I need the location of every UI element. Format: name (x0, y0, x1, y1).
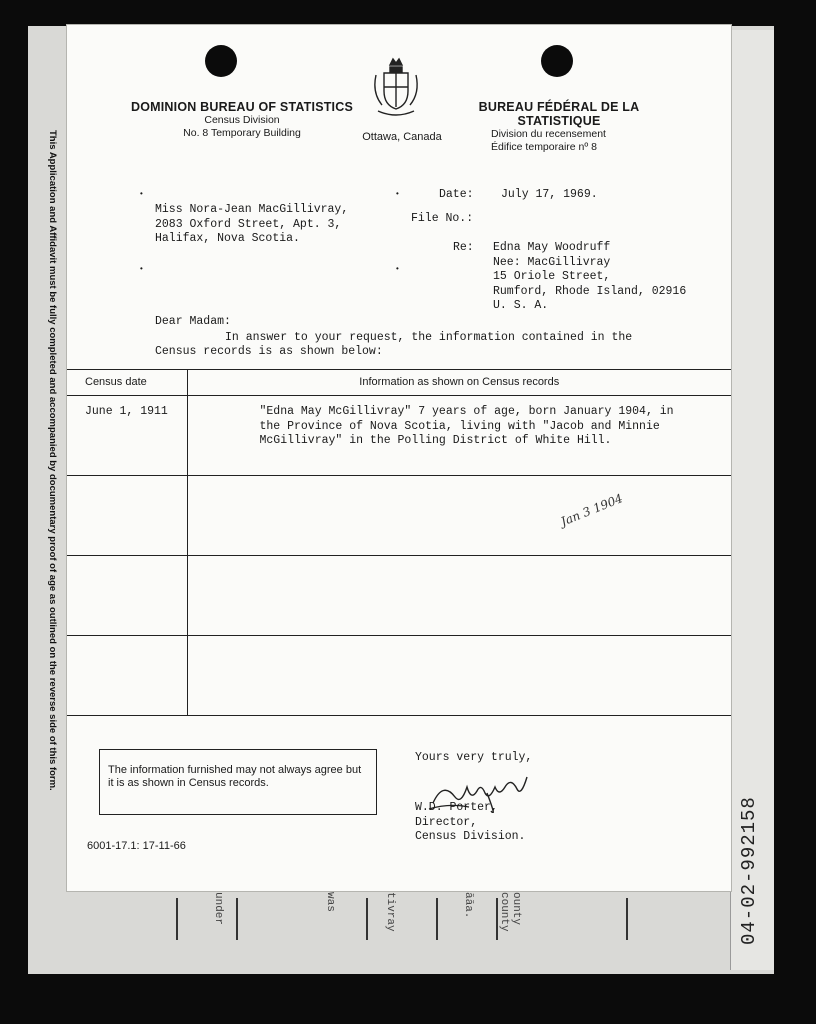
header-left-title: DOMINION BUREAU OF STATISTICS (131, 100, 353, 114)
census-letter (66, 24, 732, 892)
bullet-mark: • (139, 190, 144, 199)
table-bottom-rule (67, 716, 731, 718)
form-number: 6001-17.1: 17-11-66 (87, 840, 186, 852)
strip-word-3: tivray (384, 892, 396, 932)
bullet-mark: • (395, 190, 400, 199)
punch-hole-left (205, 45, 237, 77)
closing-block (415, 801, 525, 845)
recipient-address (155, 203, 348, 247)
signer-division: Census Division. (415, 830, 526, 843)
file-number-label: File No.: (411, 212, 474, 225)
header-right-title: BUREAU FÉDÉRAL DE LA STATISTIQUE (478, 100, 640, 128)
info-line: "Edna May McGillivray" 7 years of age, born January 1904, in (259, 405, 674, 418)
header-left-building: No. 8 Temporary Building (183, 127, 301, 139)
re-label: Re: (453, 241, 474, 254)
notice-box: The information furnished may not always agree but it is as shown in Census records. (99, 749, 377, 815)
bottom-form-strip (66, 892, 730, 972)
strip-word-4: ăăa. (462, 892, 474, 919)
date-label: Date: (439, 188, 474, 201)
header-city: Ottawa, Canada (362, 131, 442, 143)
strip-word-1: under (212, 892, 224, 926)
signer-name: W.D. Porter, (415, 801, 498, 814)
valediction: Yours very truly, (415, 751, 533, 764)
strip-word-5: ounty (510, 892, 522, 926)
table-row-empty (67, 556, 731, 636)
table-row-empty (67, 476, 731, 556)
census-records-table (67, 369, 731, 718)
re-line: Nee: MacGillivray (493, 255, 611, 269)
header-left (127, 100, 357, 140)
table-header-row (67, 370, 731, 396)
side-instruction-text: This Application and Affidavit must be fully completed and accompanied by documentary proof of age as outlined on the reverse side of this form. (47, 130, 58, 791)
bullet-mark: • (139, 265, 144, 274)
row-census-date: June 1, 1911 (67, 396, 187, 476)
re-line: Edna May Woodruff (493, 241, 611, 254)
punch-hole-right (541, 45, 573, 77)
bottom-strip-dots (66, 892, 730, 972)
recipient-line: Halifax, Nova Scotia. (155, 232, 300, 245)
header-right-division: Division du recensement (491, 128, 606, 140)
row-information (187, 396, 731, 476)
date-value: July 17, 1969. (501, 188, 598, 201)
strip-word-6: county (498, 892, 510, 932)
intro-line-1: In answer to your request, the information contained in the (225, 331, 633, 344)
header-right (439, 100, 679, 154)
re-block (493, 241, 686, 314)
bullet-mark: • (395, 265, 400, 274)
salutation: Dear Madam: (155, 315, 231, 328)
info-line: McGillivray" in the Polling District of White Hill. (259, 434, 612, 447)
table-row-empty (67, 636, 731, 716)
column-header-information: Information as shown on Census records (187, 370, 731, 396)
right-edge-number: 04-02-992158 (738, 796, 760, 945)
intro-line-2: Census records is as shown below: (155, 345, 383, 358)
strip-word-2: was (324, 892, 336, 912)
coat-of-arms-icon (370, 55, 422, 121)
info-line: the Province of Nova Scotia, living with "Jacob and Minnie (259, 419, 660, 433)
recipient-line: 2083 Oxford Street, Apt. 3, (155, 217, 342, 231)
table-row (67, 396, 731, 476)
signer-title: Director, (415, 815, 478, 829)
re-line: 15 Oriole Street, (493, 270, 611, 283)
re-line: Rumford, Rhode Island, 02916 (493, 284, 687, 298)
re-line: U. S. A. (493, 299, 549, 312)
recipient-line: Miss Nora-Jean MacGillivray, (155, 203, 349, 216)
header-right-building: Édifice temporaire nº 8 (491, 141, 597, 153)
header-left-division: Census Division (204, 114, 280, 126)
handwritten-birth-date: Jan 3 1904 (558, 491, 625, 529)
column-header-census-date: Census date (67, 370, 187, 396)
